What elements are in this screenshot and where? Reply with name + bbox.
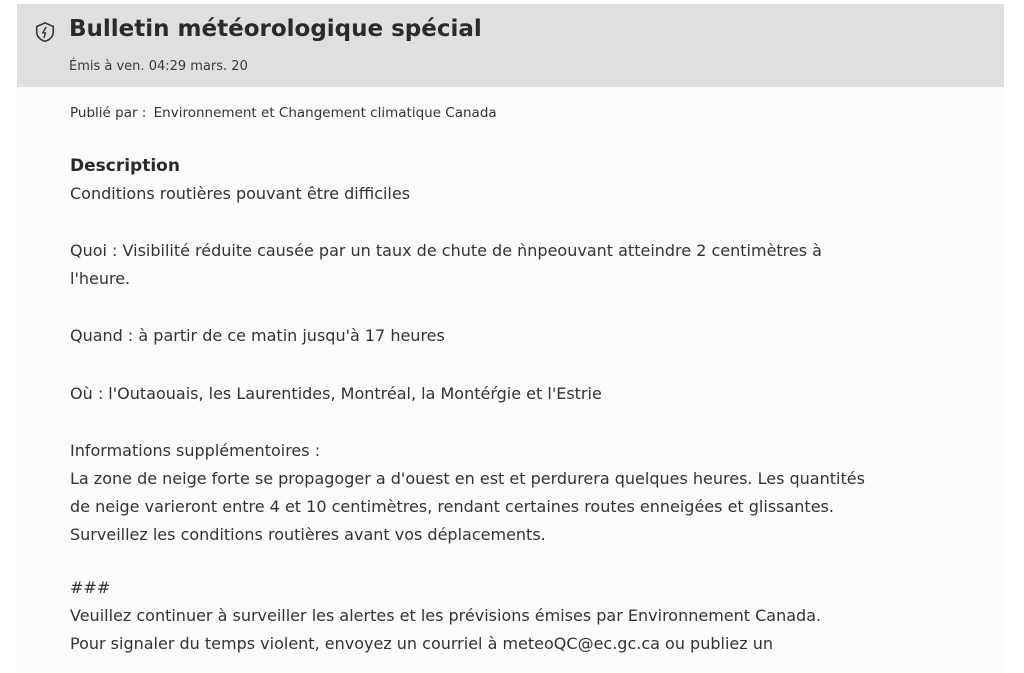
description-line: Pour signaler du temps violent, envoyez un courriel à meteoQC@ec.gc.ca ou publiez un: [70, 634, 773, 653]
publisher-label: Publié par :: [70, 105, 147, 121]
publisher-name: Environnement et Changement climatique Canada: [153, 105, 497, 121]
description-line: Quoi : Visibilité réduite causée par un taux de chute de ǹnpeouvant atteindre 2 centimètres à: [70, 241, 822, 260]
description-line: Quand : à partir de ce matin jusqu'à 17 heures: [70, 326, 445, 345]
description-line: Conditions routières pouvant être difficiles: [70, 184, 411, 203]
description-line: Veuillez continuer à surveiller les alertes et les prévisions émises par Environnement Canada.: [70, 606, 822, 625]
description-line: Informations supplémentoires :: [70, 441, 321, 460]
description-line: Où : l'Outaouais, les Laurentides, Montréal, la Montéŕgie et l'Estrie: [70, 384, 602, 403]
shield-alert-icon: [34, 21, 56, 43]
publisher-line: [70, 105, 497, 121]
description-line: Surveillez les conditions routières avant vos déplacements.: [70, 525, 546, 544]
description-line: ###: [70, 578, 111, 597]
bulletin-title: Bulletin météorologique spécial: [69, 16, 482, 42]
description-line: l'heure.: [70, 269, 131, 288]
description-heading: Description: [70, 156, 180, 176]
issued-timestamp: Émis à ven. 04:29 mars. 20: [69, 59, 248, 74]
bulletin-header: [17, 4, 1004, 87]
description-line: de neige varieront entre 4 et 10 centimètres, rendant certaines routes enneigées et glissantes.: [70, 497, 834, 516]
description-line: La zone de neige forte se propagoger a d'ouest en est et perdurera quelques heures. Les quantités: [70, 469, 865, 488]
bulletin-card: [17, 4, 1004, 673]
